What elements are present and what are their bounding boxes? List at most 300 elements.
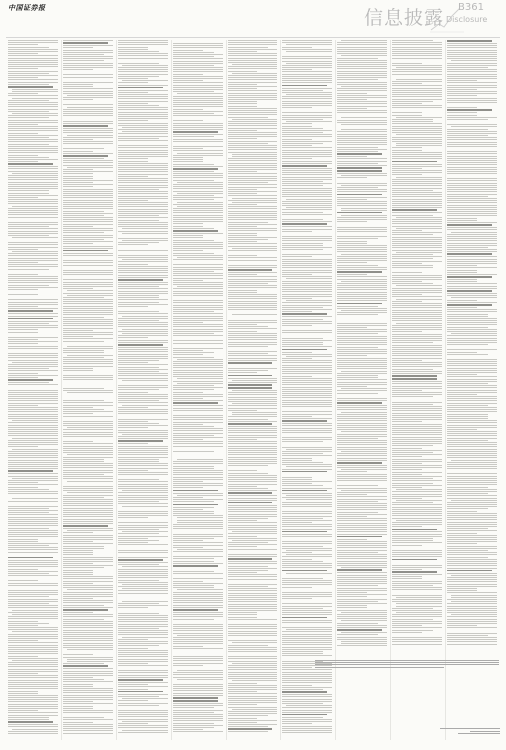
text-line bbox=[63, 512, 113, 513]
text-line bbox=[63, 474, 104, 475]
text-line bbox=[228, 305, 278, 306]
text-line bbox=[228, 640, 278, 641]
text-line bbox=[392, 513, 442, 514]
text-line bbox=[67, 392, 113, 393]
text-line bbox=[118, 96, 168, 97]
text-line bbox=[392, 388, 442, 389]
text-line bbox=[118, 659, 168, 660]
text-line bbox=[63, 632, 113, 633]
text-line bbox=[63, 65, 113, 66]
text-line bbox=[337, 592, 367, 593]
text-line bbox=[447, 281, 477, 282]
text-line bbox=[392, 55, 442, 56]
text-line bbox=[341, 431, 387, 432]
text-line bbox=[337, 607, 367, 608]
text-line bbox=[392, 413, 442, 414]
text-line bbox=[12, 660, 58, 661]
text-line bbox=[337, 629, 382, 631]
text-line bbox=[282, 349, 327, 351]
text-line bbox=[8, 534, 58, 535]
text-line bbox=[63, 434, 113, 435]
text-line bbox=[118, 204, 168, 205]
text-line bbox=[392, 480, 442, 481]
text-line bbox=[447, 158, 497, 159]
text-line bbox=[228, 561, 278, 562]
text-line bbox=[63, 476, 113, 477]
text-line bbox=[63, 612, 93, 613]
text-line bbox=[282, 249, 323, 250]
text-line bbox=[447, 464, 497, 465]
text-line bbox=[447, 139, 497, 140]
text-line bbox=[282, 428, 332, 429]
text-line bbox=[8, 353, 58, 354]
text-line bbox=[392, 172, 442, 173]
text-line bbox=[232, 202, 278, 203]
text-line bbox=[337, 362, 387, 363]
text-line bbox=[173, 551, 223, 552]
text-line bbox=[118, 82, 148, 83]
text-line bbox=[173, 688, 223, 689]
text-line bbox=[63, 162, 113, 163]
text-line bbox=[118, 311, 159, 312]
text-line bbox=[282, 362, 332, 363]
text-line bbox=[177, 153, 223, 154]
text-line bbox=[12, 478, 58, 479]
text-line bbox=[392, 614, 442, 615]
text-line bbox=[282, 703, 323, 704]
text-line bbox=[63, 186, 93, 187]
text-line bbox=[392, 237, 442, 238]
text-line bbox=[118, 425, 168, 426]
text-line bbox=[67, 589, 113, 590]
text-line bbox=[447, 621, 497, 622]
text-line bbox=[8, 95, 58, 96]
text-line bbox=[173, 199, 214, 200]
text-line bbox=[8, 66, 58, 67]
text-line bbox=[228, 590, 278, 591]
text-line bbox=[63, 503, 113, 504]
text-line bbox=[118, 650, 168, 651]
text-line bbox=[118, 47, 148, 48]
text-line bbox=[118, 677, 168, 678]
text-line bbox=[228, 593, 278, 594]
text-line bbox=[63, 561, 113, 562]
text-line bbox=[392, 616, 442, 617]
text-line bbox=[228, 328, 278, 329]
text-line bbox=[447, 552, 497, 553]
text-line bbox=[8, 289, 38, 290]
text-line bbox=[173, 361, 223, 362]
text-line bbox=[228, 250, 278, 251]
text-line bbox=[118, 85, 168, 86]
text-line bbox=[447, 489, 497, 490]
text-line bbox=[63, 363, 113, 364]
text-line bbox=[232, 73, 278, 74]
text-line bbox=[392, 402, 442, 403]
text-line bbox=[447, 318, 497, 319]
text-line bbox=[118, 670, 168, 671]
text-line bbox=[118, 694, 168, 695]
text-line bbox=[282, 526, 332, 527]
text-line bbox=[337, 60, 387, 61]
text-line bbox=[228, 656, 278, 657]
text-line bbox=[63, 594, 113, 595]
text-line bbox=[173, 376, 223, 377]
text-line bbox=[396, 143, 442, 144]
text-line bbox=[228, 617, 258, 618]
text-line bbox=[8, 360, 58, 361]
text-line bbox=[282, 274, 312, 275]
text-line bbox=[8, 203, 58, 204]
text-line bbox=[8, 137, 49, 138]
text-line bbox=[8, 282, 58, 283]
text-line bbox=[63, 609, 108, 611]
text-line bbox=[286, 278, 332, 279]
text-line bbox=[447, 178, 497, 179]
text-line bbox=[341, 310, 387, 311]
text-line bbox=[63, 541, 93, 542]
text-line bbox=[8, 489, 49, 490]
text-line bbox=[228, 628, 278, 629]
text-line bbox=[8, 212, 58, 213]
text-line bbox=[282, 360, 332, 361]
text-line bbox=[8, 416, 58, 417]
text-line bbox=[447, 180, 497, 181]
text-line bbox=[392, 574, 442, 575]
text-line bbox=[118, 270, 168, 271]
text-line bbox=[118, 421, 148, 422]
text-column bbox=[63, 40, 113, 740]
text-line bbox=[447, 162, 497, 163]
text-line bbox=[173, 637, 223, 638]
text-line bbox=[8, 669, 58, 670]
text-line bbox=[337, 499, 387, 500]
text-line bbox=[228, 136, 278, 137]
text-line bbox=[8, 155, 38, 156]
text-line bbox=[282, 490, 327, 492]
text-line bbox=[337, 236, 387, 237]
text-line bbox=[8, 306, 38, 307]
text-line bbox=[8, 623, 49, 624]
text-line bbox=[447, 207, 497, 208]
text-line bbox=[341, 612, 387, 613]
text-line bbox=[337, 306, 378, 307]
text-line bbox=[228, 40, 278, 41]
text-line bbox=[173, 718, 223, 719]
text-line bbox=[173, 217, 223, 218]
text-line bbox=[228, 574, 278, 575]
text-line bbox=[392, 215, 433, 216]
text-line bbox=[173, 71, 223, 72]
text-line bbox=[282, 647, 332, 648]
text-line bbox=[173, 587, 214, 588]
text-line bbox=[63, 523, 113, 524]
text-line bbox=[228, 60, 278, 61]
text-line bbox=[173, 578, 223, 579]
text-line bbox=[286, 449, 332, 450]
text-line bbox=[63, 202, 113, 203]
text-line bbox=[63, 232, 104, 233]
text-line bbox=[118, 369, 168, 370]
text-line bbox=[8, 664, 58, 665]
text-line bbox=[63, 370, 93, 371]
text-line bbox=[228, 339, 278, 340]
text-line bbox=[337, 377, 378, 378]
text-line bbox=[228, 631, 278, 632]
text-line bbox=[392, 188, 442, 189]
text-line bbox=[392, 556, 442, 557]
text-line bbox=[392, 137, 442, 138]
text-line bbox=[63, 467, 113, 468]
text-line bbox=[337, 327, 367, 328]
text-line bbox=[282, 143, 323, 144]
text-line bbox=[63, 178, 93, 179]
text-line bbox=[118, 407, 148, 408]
text-line bbox=[173, 195, 214, 196]
text-line bbox=[392, 608, 433, 609]
text-line bbox=[63, 390, 113, 391]
text-line bbox=[282, 546, 323, 547]
text-line bbox=[118, 150, 168, 151]
text-line bbox=[63, 143, 113, 144]
text-line bbox=[173, 134, 223, 135]
text-line bbox=[282, 188, 332, 189]
text-line bbox=[392, 221, 442, 222]
text-line bbox=[173, 343, 223, 344]
text-line bbox=[118, 525, 168, 526]
text-line bbox=[118, 116, 168, 117]
text-line bbox=[392, 571, 437, 573]
text-line bbox=[118, 275, 168, 276]
text-line bbox=[396, 217, 442, 218]
text-line bbox=[118, 461, 159, 462]
text-line bbox=[337, 405, 387, 406]
text-line bbox=[63, 443, 113, 444]
text-line bbox=[228, 51, 258, 52]
text-line bbox=[118, 358, 168, 359]
text-line bbox=[228, 294, 278, 295]
text-line bbox=[228, 217, 278, 218]
text-line bbox=[63, 155, 108, 157]
text-line bbox=[177, 522, 223, 523]
text-line bbox=[173, 487, 203, 488]
text-line bbox=[63, 728, 113, 729]
text-line bbox=[337, 444, 387, 445]
text-line bbox=[118, 472, 168, 473]
text-line bbox=[228, 71, 258, 72]
text-line bbox=[8, 55, 58, 56]
text-line bbox=[63, 189, 113, 190]
text-line bbox=[63, 132, 113, 133]
text-line bbox=[118, 459, 159, 460]
text-line bbox=[392, 320, 442, 321]
text-line bbox=[337, 368, 387, 369]
text-line bbox=[392, 504, 442, 505]
text-line bbox=[392, 115, 422, 116]
text-line bbox=[8, 168, 58, 169]
text-line bbox=[228, 500, 278, 501]
text-line bbox=[337, 194, 382, 196]
text-line bbox=[173, 223, 203, 224]
text-line bbox=[232, 414, 278, 415]
text-line bbox=[337, 634, 378, 635]
text-line bbox=[392, 619, 433, 620]
text-line bbox=[63, 441, 93, 442]
text-line bbox=[337, 258, 387, 259]
text-line bbox=[392, 511, 442, 512]
text-line bbox=[282, 418, 332, 419]
text-line bbox=[8, 224, 58, 225]
text-line bbox=[392, 478, 433, 479]
text-line bbox=[118, 479, 159, 480]
text-line bbox=[173, 253, 214, 254]
text-line bbox=[228, 481, 278, 482]
text-line bbox=[337, 478, 387, 479]
text-line bbox=[173, 415, 223, 416]
text-line bbox=[228, 235, 258, 236]
text-line bbox=[282, 425, 332, 426]
text-line bbox=[8, 177, 58, 178]
text-line bbox=[63, 350, 104, 351]
text-line bbox=[8, 130, 58, 131]
text-line bbox=[63, 246, 113, 247]
text-line bbox=[8, 525, 58, 526]
text-line bbox=[282, 384, 332, 385]
text-line bbox=[392, 485, 442, 486]
text-line bbox=[8, 384, 58, 385]
text-line bbox=[8, 733, 58, 734]
text-line bbox=[118, 586, 168, 587]
text-line bbox=[228, 693, 278, 694]
text-line bbox=[122, 233, 168, 234]
text-line bbox=[173, 56, 214, 57]
text-line bbox=[447, 300, 477, 301]
text-line bbox=[228, 237, 278, 238]
text-line bbox=[118, 244, 148, 245]
text-line bbox=[392, 123, 442, 124]
text-line bbox=[337, 247, 387, 248]
text-line bbox=[337, 170, 382, 172]
text-line bbox=[63, 74, 113, 75]
text-line bbox=[118, 716, 168, 717]
text-line bbox=[118, 564, 159, 565]
text-line bbox=[447, 40, 492, 42]
text-line bbox=[8, 601, 58, 602]
text-line bbox=[337, 449, 387, 450]
text-line bbox=[8, 440, 58, 441]
text-line bbox=[63, 535, 113, 536]
text-line bbox=[118, 69, 168, 70]
text-line bbox=[8, 560, 58, 561]
text-line bbox=[282, 152, 332, 153]
text-line bbox=[337, 436, 387, 437]
text-line bbox=[341, 643, 387, 644]
text-line bbox=[392, 476, 442, 477]
text-line bbox=[63, 679, 104, 680]
text-line bbox=[63, 472, 113, 473]
text-line bbox=[8, 373, 38, 374]
text-line bbox=[228, 674, 278, 675]
text-line bbox=[8, 575, 58, 576]
text-line bbox=[447, 234, 497, 235]
text-line bbox=[447, 331, 497, 332]
text-line bbox=[286, 705, 332, 706]
text-line bbox=[118, 114, 168, 115]
text-line bbox=[337, 191, 387, 192]
text-line bbox=[228, 595, 278, 596]
text-line bbox=[8, 60, 58, 61]
text-line bbox=[63, 160, 113, 161]
signature-block bbox=[440, 728, 500, 742]
text-line bbox=[228, 397, 278, 398]
text-line bbox=[337, 189, 387, 190]
text-line bbox=[173, 646, 203, 647]
text-line bbox=[8, 44, 38, 45]
text-line bbox=[8, 148, 58, 149]
text-line bbox=[392, 42, 442, 43]
text-line bbox=[63, 45, 113, 46]
text-line bbox=[392, 443, 442, 444]
text-line bbox=[8, 501, 58, 502]
text-line bbox=[63, 323, 113, 324]
text-line bbox=[118, 209, 168, 210]
text-line bbox=[282, 298, 312, 299]
text-line bbox=[447, 457, 497, 458]
text-line bbox=[228, 320, 278, 321]
text-line bbox=[118, 220, 159, 221]
text-line bbox=[173, 237, 203, 238]
text-line bbox=[63, 514, 113, 515]
text-line bbox=[392, 243, 442, 244]
text-line bbox=[67, 649, 113, 650]
text-line bbox=[8, 302, 58, 303]
text-line bbox=[282, 283, 332, 284]
text-line bbox=[447, 243, 497, 244]
text-line bbox=[282, 307, 323, 308]
text-line bbox=[8, 523, 58, 524]
text-line bbox=[392, 589, 442, 590]
text-line bbox=[341, 215, 387, 216]
text-line bbox=[447, 74, 497, 75]
text-line bbox=[8, 656, 38, 657]
text-line bbox=[63, 457, 113, 458]
text-line bbox=[282, 344, 323, 345]
text-line bbox=[282, 168, 332, 169]
text-line bbox=[447, 78, 497, 79]
text-line bbox=[173, 150, 223, 151]
text-line bbox=[8, 84, 49, 85]
text-line bbox=[118, 226, 168, 227]
text-line bbox=[118, 191, 168, 192]
text-line bbox=[173, 515, 223, 516]
text-line bbox=[173, 161, 203, 162]
text-line bbox=[12, 173, 58, 174]
text-line bbox=[228, 536, 258, 537]
text-line bbox=[8, 332, 38, 333]
text-line bbox=[282, 103, 332, 104]
text-line bbox=[8, 446, 38, 447]
text-line bbox=[337, 203, 387, 204]
text-line bbox=[447, 533, 477, 534]
text-line bbox=[447, 236, 497, 237]
text-line bbox=[118, 613, 159, 614]
text-line bbox=[173, 396, 223, 397]
text-line bbox=[173, 180, 214, 181]
text-line bbox=[447, 394, 477, 395]
text-line bbox=[8, 697, 58, 698]
text-line bbox=[12, 251, 58, 252]
text-line bbox=[228, 520, 258, 521]
